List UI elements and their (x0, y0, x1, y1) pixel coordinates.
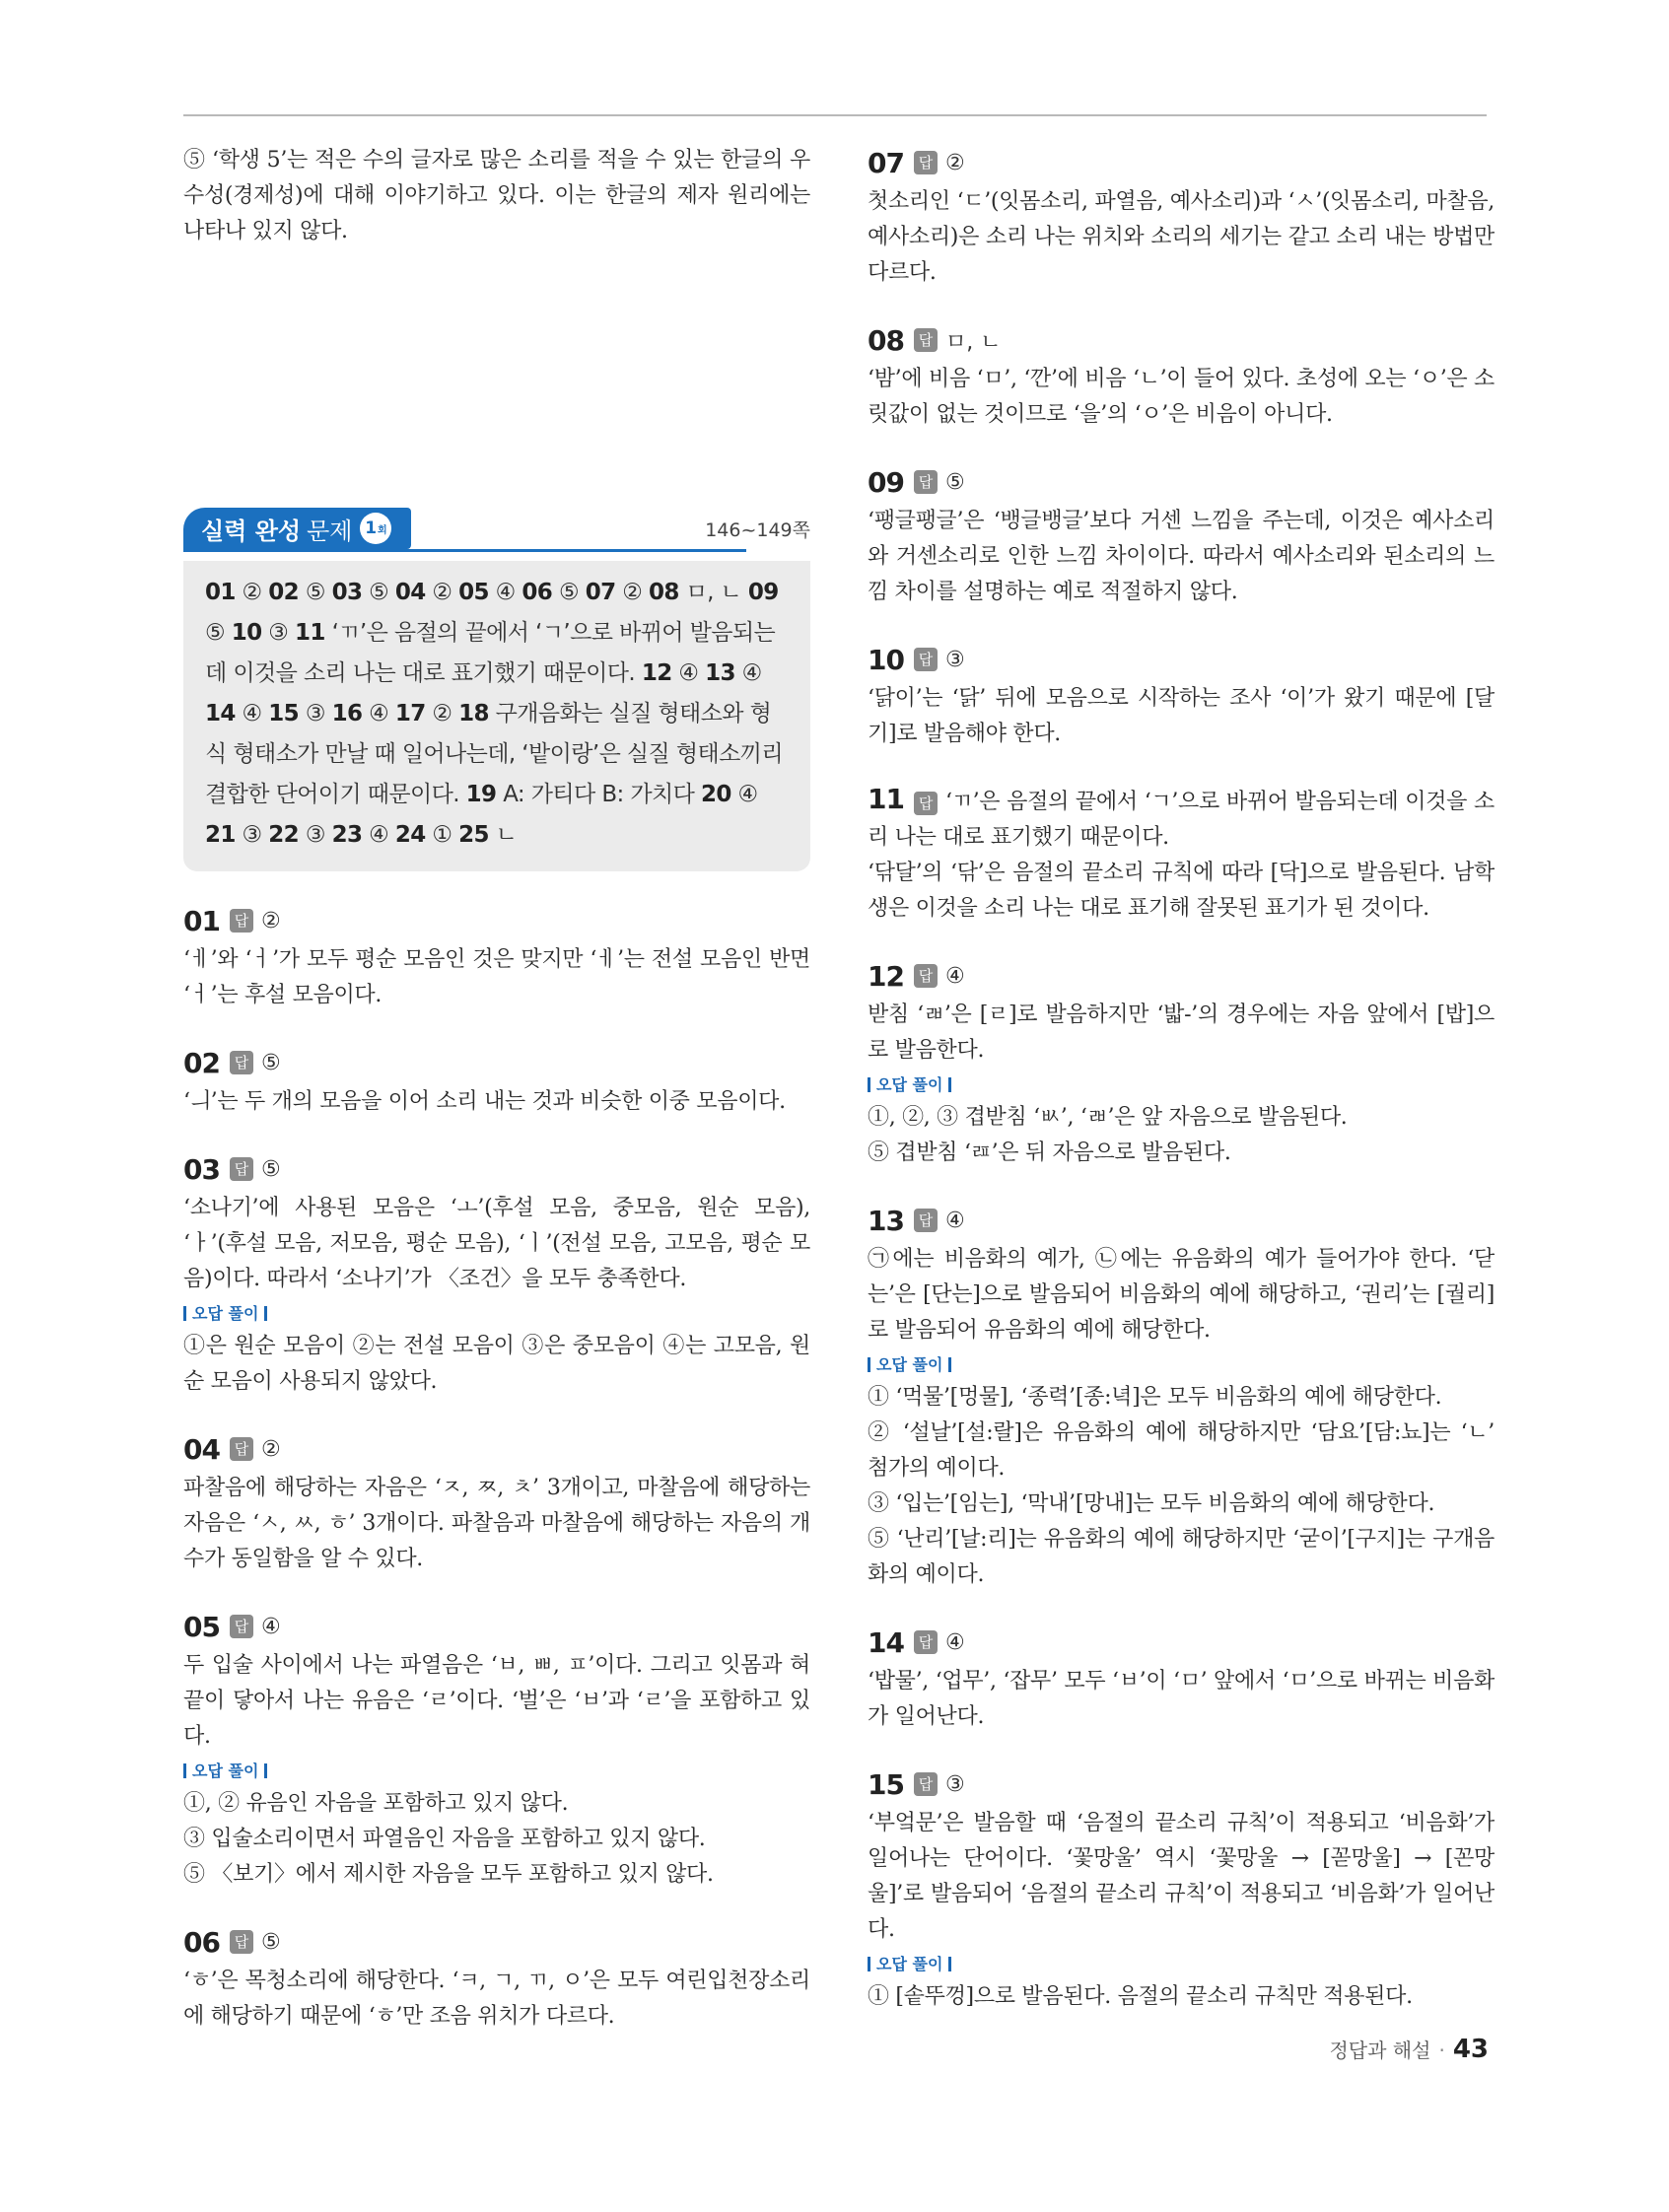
answer-summary-entry (268, 580, 331, 605)
answer-summary-entry (642, 660, 705, 686)
wrong-answer-line: ⑤ ‘난리’[날:리]는 유음화의 예에 해당하지만 ‘굳이’[구지]는 구개음화의 예이다. (868, 1527, 1495, 1587)
summary-answer: A: 가티다 B: 가치다 (503, 782, 695, 807)
answer-summary-entry (205, 822, 268, 848)
answer-value: ㅁ, ㄴ (944, 329, 1002, 355)
answer-value: ④ (944, 1208, 965, 1233)
explanation: ‘닭이’는 ‘닭’ 뒤에 모음으로 시작하는 조사 ‘이’가 왔기 때문에 [달기]로 발음해야 한다. (868, 686, 1495, 746)
answer-summary-box (183, 561, 810, 871)
summary-answer: ② (432, 580, 452, 605)
wrong-answer-line: ① [솥뚜껑]으로 발음된다. 음절의 끝소리 규칙만 적용된다. (868, 1984, 1413, 2009)
answer-summary-entry (232, 620, 295, 646)
answer-value: ⑤ (260, 1156, 281, 1182)
summary-answer: ① (432, 822, 452, 848)
answer-item-14 (868, 1623, 1495, 1735)
summary-question-number: 10 (231, 620, 262, 646)
summary-answer: ④ (369, 822, 389, 848)
answer-value: ③ (944, 1771, 965, 1797)
answer-badge: 답 (914, 648, 938, 671)
answer-badge: 답 (230, 1157, 253, 1181)
summary-answer: ④ (369, 701, 389, 726)
wrong-answer-label: 오답 풀이 (868, 1072, 1495, 1098)
wrong-answer-label: 오답 풀이 (183, 1759, 810, 1784)
question-number: 02 (183, 1046, 220, 1079)
wrong-answer-line: ① ‘먹물’[멍물], ‘종력’[종:녁]은 모두 비음화의 예에 해당한다. (868, 1385, 1442, 1410)
answer-item-05 (183, 1607, 810, 1893)
question-number: 01 (183, 904, 220, 937)
section-tab (183, 508, 411, 549)
answer-item-15 (868, 1764, 1495, 2015)
answer-badge: 답 (230, 909, 253, 933)
summary-question-number: 22 (268, 822, 300, 848)
question-number: 10 (868, 643, 904, 676)
answer-item-04 (183, 1429, 810, 1577)
explanation: ‘밥물’, ‘업무’, ‘잡무’ 모두 ‘ㅂ’이 ‘ㅁ’ 앞에서 ‘ㅁ’으로 바뀌는 비음화가 일어난다. (868, 1669, 1495, 1729)
summary-question-number: 02 (268, 580, 300, 605)
summary-answer: ③ (242, 822, 262, 848)
section-title-bold: 실력 완성 (201, 517, 302, 545)
summary-answer: ④ (678, 660, 699, 686)
summary-question-number: 25 (458, 822, 489, 848)
question-number: 12 (868, 959, 904, 993)
summary-question-number: 06 (522, 580, 553, 605)
explanation: 첫소리인 ‘ㄷ’(잇몸소리, 파열음, 예사소리)과 ‘ㅅ’(잇몸소리, 마찰음, 예사소리)은 소리 나는 위치와 소리의 세기는 같고 소리 내는 방법만 다르다. (868, 189, 1495, 285)
explanation: ‘밤’에 비음 ‘ㅁ’, ‘깐’에 비음 ‘ㄴ’이 들어 있다. 초성에 오는 ‘ㅇ’은 소릿값이 없는 것이므로 ‘을’의 ‘ㅇ’은 비음이 아니다. (868, 367, 1495, 427)
wrong-answer-line: ①은 원순 모음이 ②는 전설 모음이 ③은 중모음이 ④는 고모음, 원순 모음이 사용되지 않았다. (183, 1334, 810, 1394)
summary-question-number: 16 (331, 701, 363, 726)
answer-item-10 (868, 640, 1495, 752)
answer-summary-entry (466, 782, 701, 807)
explanation: ‘소나기’에 사용된 모음은 ‘ㅗ’(후설 모음, 중모음, 원순 모음), ‘ㅏ’(후설 모음, 저모음, 평순 모음), ‘ㅣ’(전설 모음, 고모음, 평순 모음)이다. 따라서 ‘소나기’가 〈조건〉을 모두 충족한다. (183, 1196, 810, 1291)
answer-item-02 (183, 1043, 810, 1120)
answer-summary-entry (332, 822, 395, 848)
question-number: 07 (868, 146, 904, 179)
answer-value: ② (944, 150, 965, 175)
explanation: ‘팽글팽글’은 ‘뱅글뱅글’보다 거센 느낌을 주는데, 이것은 예사소리와 거센소리로 인한 느낌 차이이다. 따라서 예사소리와 된소리의 느낌 차이를 설명하는 예로 적절하지 않다. (868, 509, 1495, 604)
footer-dot: · (1438, 2039, 1445, 2062)
section-header (183, 506, 810, 551)
answer-value: ④ (944, 963, 965, 989)
answer-summary-entry (395, 580, 458, 605)
summary-answer: ② (432, 701, 452, 726)
answer-item-11 (868, 782, 1495, 927)
answer-summary-entry (268, 701, 331, 726)
answer-summary-entry (586, 580, 649, 605)
answer-badge: 답 (914, 792, 938, 815)
page-range: 146~149쪽 (705, 518, 810, 541)
summary-answer: ㄴ (495, 822, 518, 848)
summary-question-number: 03 (331, 580, 363, 605)
answer-badge: 답 (230, 1437, 253, 1461)
answer-summary-entry (268, 822, 331, 848)
answer-badge: 답 (914, 964, 938, 988)
summary-answer: ④ (737, 782, 758, 807)
answer-item-12 (868, 956, 1495, 1171)
wrong-answer-label: 오답 풀이 (868, 1952, 1495, 1977)
answer-value: ② (260, 908, 281, 933)
summary-answer: ③ (305, 701, 325, 726)
answer-summary-entry (522, 580, 585, 605)
wrong-answer-line: ①, ②, ③ 겹받침 ‘ㅄ’, ‘ㄼ’은 앞 자음으로 발음된다. (868, 1105, 1348, 1130)
answer-summary-entry (205, 580, 268, 605)
explanation: ‘부엌문’은 발음할 때 ‘음절의 끝소리 규칙’이 적용되고 ‘비음화’가 일어나는 단어이다. ‘꽃망울’ 역시 ‘꽃망울 → [꼳망울] → [꼰망울]’로 발음되어 ‘음절의 끝소리 규칙’이 적용되고 ‘비음화’가 일어난다. (868, 1811, 1495, 1942)
summary-question-number: 19 (465, 782, 497, 807)
top-rule (183, 114, 1487, 116)
answer-badge: 답 (230, 1051, 253, 1074)
answer-value: ② (260, 1436, 281, 1462)
summary-question-number: 14 (205, 701, 236, 726)
question-number: 06 (183, 1925, 220, 1959)
answer-item-06 (183, 1922, 810, 2035)
page-footer (1329, 2035, 1489, 2064)
wrong-answer-line: ⑤ 겹받침 ‘ㄿ’은 뒤 자음으로 발음된다. (868, 1141, 1231, 1165)
summary-question-number: 05 (458, 580, 489, 605)
round-badge: 1 회 (360, 513, 391, 544)
answer-line (868, 782, 1495, 856)
question-number: 14 (868, 1625, 904, 1659)
answer-value: ④ (260, 1614, 281, 1639)
summary-answer: ④ (741, 660, 762, 686)
summary-answer: ③ (268, 620, 289, 646)
question-number: 11 (868, 783, 904, 815)
answer-summary-entry (395, 822, 458, 848)
question-number: 15 (868, 1767, 904, 1801)
answer-item-08 (868, 320, 1495, 433)
answer-summary-entry (701, 782, 758, 807)
answer-item-07 (868, 143, 1495, 291)
wrong-answer-line: ③ 입술소리이면서 파열음인 자음을 포함하고 있지 않다. (183, 1827, 706, 1851)
wrong-answer-line: ①, ② 유음인 자음을 포함하고 있지 않다. (183, 1791, 569, 1816)
wrong-answer-line: ⑤ 〈보기〉에서 제시한 자음을 모두 포함하고 있지 않다. (183, 1862, 714, 1887)
section-title: 문제 (307, 517, 353, 545)
answer-value: ⑤ (944, 469, 965, 495)
wrong-answer-line: ② ‘설날’[설:랄]은 유음화의 예에 해당하지만 ‘담요’[담:뇨]는 ‘ㄴ’ 첨가의 예이다. (868, 1420, 1495, 1481)
answer-value: ⑤ (260, 1050, 281, 1075)
summary-question-number: 01 (205, 580, 236, 605)
summary-answer: ④ (495, 580, 516, 605)
page-number: 43 (1452, 2035, 1489, 2064)
explanation: ㉠에는 비음화의 예가, ㉡에는 유음화의 예가 들어가야 한다. ‘닫는’은 [단는]으로 발음되어 비음화의 예에 해당하고, ‘권리’는 [궐리]로 발음되어 유음화의 예에 해당한다. (868, 1247, 1495, 1343)
question-number: 05 (183, 1610, 220, 1643)
answer-summary-entry (395, 701, 458, 726)
answer-item-01 (183, 901, 810, 1013)
summary-question-number: 04 (394, 580, 426, 605)
wrong-answer-line: ③ ‘입는’[임는], ‘막내’[망내]는 모두 비음화의 예에 해당한다. (868, 1491, 1435, 1516)
summary-answer: ④ (242, 701, 262, 726)
explanation: 받침 ‘ㄼ’은 [ㄹ]로 발음하지만 ‘밟-’의 경우에는 자음 앞에서 [밥]으로 발음한다. (868, 1002, 1495, 1063)
summary-answer: ⑤ (558, 580, 579, 605)
question-number: 03 (183, 1152, 220, 1186)
answer-value: ‘ㄲ’은 음절의 끝에서 ‘ㄱ’으로 바뀌어 발음되는데 이것을 소리 나는 대로 표기했기 때문이다. (868, 790, 1495, 850)
answer-item-13 (868, 1201, 1495, 1593)
answer-badge: 답 (230, 1930, 253, 1954)
explanation: ‘ㅎ’은 목청소리에 해당한다. ‘ㅋ, ㄱ, ㄲ, ㅇ’은 모두 여린입천장소리에 해당하기 때문에 ‘ㅎ’만 조음 위치가 다르다. (183, 1969, 810, 2029)
question-number: 04 (183, 1432, 220, 1466)
answer-value: ③ (944, 647, 965, 672)
explanation: ‘ㅢ’는 두 개의 모음을 이어 소리 내는 것과 비슷한 이중 모음이다. (183, 1089, 786, 1114)
explanation: ‘닦달’의 ‘닦’은 음절의 끝소리 규칙에 따라 [닥]으로 발음된다. 남학생은 이것을 소리 나는 대로 표기해 잘못된 표기가 된 것이다. (868, 861, 1495, 921)
summary-question-number: 11 (295, 620, 325, 646)
answer-item-09 (868, 462, 1495, 610)
explanation: 두 입술 사이에서 나는 파열음은 ‘ㅂ, ㅃ, ㅍ’이다. 그리고 잇몸과 혀끝이 닿아서 나는 유음은 ‘ㄹ’이다. ‘벌’은 ‘ㅂ’과 ‘ㄹ’을 포함하고 있다. (183, 1653, 810, 1749)
question-number: 13 (868, 1204, 904, 1237)
footer-title: 정답과 해설 (1329, 2039, 1431, 2062)
summary-answer: ‘ㄲ’은 음절의 끝에서 ‘ㄱ’으로 바뀌어 발음되는데 이것을 소리 나는 대로 표기했기 때문이다. (205, 620, 776, 686)
answer-badge: 답 (914, 1209, 938, 1232)
answer-summary-entry (458, 822, 517, 848)
question-number: 08 (868, 323, 904, 357)
summary-question-number: 23 (331, 822, 363, 848)
summary-question-number: 09 (747, 580, 779, 605)
answer-badge: 답 (914, 151, 938, 174)
summary-answer: ㅁ, ㄴ (685, 580, 742, 605)
question-number: 09 (868, 465, 904, 499)
answer-summary-entry (458, 580, 522, 605)
summary-answer: ③ (305, 822, 325, 848)
answer-badge: 답 (914, 328, 938, 352)
wrong-answer-label: 오답 풀이 (868, 1352, 1495, 1378)
summary-question-number: 12 (641, 660, 672, 686)
explanation: 파찰음에 해당하는 자음은 ‘ㅈ, ㅉ, ㅊ’ 3개이고, 마찰음에 해당하는 자음은 ‘ㅅ, ㅆ, ㅎ’ 3개이다. 파찰음과 마찰음에 해당하는 자음의 개수가 동일함을 알 수 있다. (183, 1476, 810, 1571)
answer-value: ⑤ (260, 1929, 281, 1955)
answer-summary-entry (205, 701, 268, 726)
answer-badge: 답 (914, 1630, 938, 1654)
answer-item-03 (183, 1149, 810, 1400)
answer-badge: 답 (914, 470, 938, 494)
summary-answer: 구개음화는 실질 형태소와 형식 형태소가 만날 때 일어나는데, ‘밭이랑’은 실질 형태소끼리 결합한 단어이기 때문이다. (205, 701, 783, 807)
summary-question-number: 17 (394, 701, 426, 726)
summary-answer: ⑤ (205, 620, 226, 646)
summary-question-number: 13 (705, 660, 735, 686)
answer-badge: 답 (914, 1772, 938, 1796)
intro-paragraph: ⑤ ‘학생 5’는 적은 수의 글자로 많은 소리를 적을 수 있는 한글의 우수성(경제성)에 대해 이야기하고 있다. 이는 한글의 제자 원리에는 나타나 있지 않다. (183, 148, 810, 243)
summary-question-number: 15 (268, 701, 300, 726)
answer-summary-entry (705, 660, 762, 686)
summary-question-number: 07 (585, 580, 616, 605)
right-column (868, 143, 1495, 2044)
summary-answer: ⑤ (305, 580, 325, 605)
summary-question-number: 08 (648, 580, 679, 605)
summary-question-number: 18 (458, 701, 489, 726)
answer-summary-entry (332, 701, 395, 726)
answer-summary-entry (332, 580, 395, 605)
answer-value: ④ (944, 1629, 965, 1655)
left-column (183, 143, 810, 2064)
summary-answer: ② (622, 580, 643, 605)
summary-answer: ⑤ (369, 580, 389, 605)
summary-question-number: 24 (394, 822, 426, 848)
summary-question-number: 20 (700, 782, 731, 807)
explanation: ‘ㅔ’와 ‘ㅓ’가 모두 평순 모음인 것은 맞지만 ‘ㅔ’는 전설 모음인 반면 ‘ㅓ’는 후설 모음이다. (183, 947, 810, 1007)
answer-badge: 답 (230, 1615, 253, 1638)
summary-question-number: 21 (205, 822, 236, 848)
answer-summary-entry (649, 580, 748, 605)
wrong-answer-label: 오답 풀이 (183, 1301, 810, 1327)
summary-answer: ② (242, 580, 262, 605)
